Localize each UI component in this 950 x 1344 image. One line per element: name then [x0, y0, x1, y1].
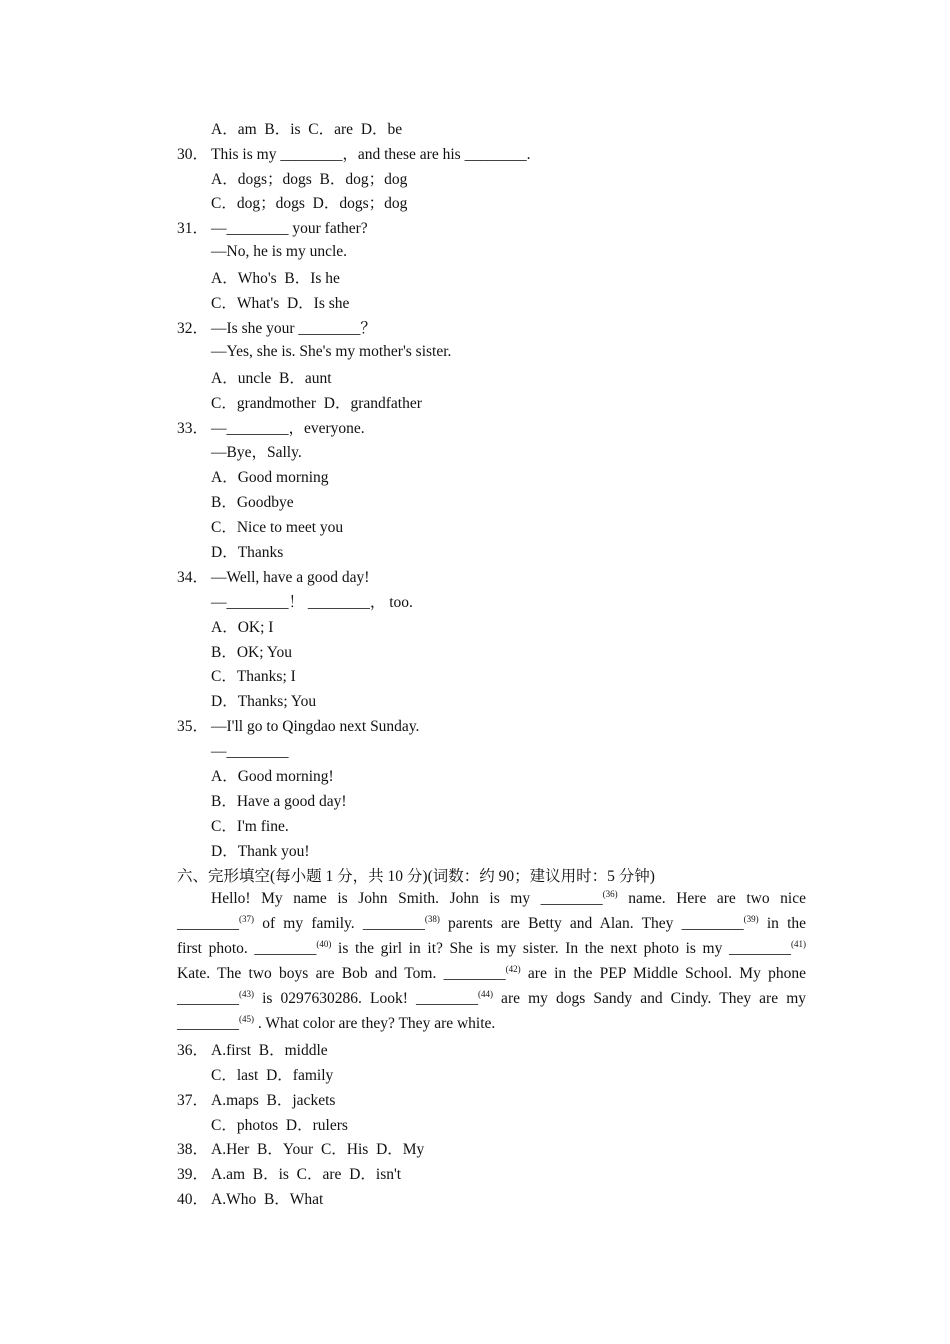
- q37-options-cd: C．photos D．rulers: [211, 1117, 348, 1134]
- passage-line-5: ________$^{(43)}$ is 0297630286. Look! ________$^{(44)}$ are my dogs Sandy and Cindy. They are my: [177, 989, 806, 1007]
- q30-options-ab: A．dogs；dogs B．dog；dog: [211, 171, 408, 188]
- q31-options-cd: C．What's D．Is she: [211, 295, 350, 312]
- q32-number: 32．: [177, 320, 209, 337]
- q33-stem: —________，everyone.: [211, 420, 365, 437]
- q30-number: 30．: [177, 146, 209, 163]
- q35-stem: —I'll go to Qingdao next Sunday.: [211, 718, 420, 735]
- q35-reply: —________: [211, 743, 289, 760]
- q32-options-cd: C．grandmother D．grandfather: [211, 395, 422, 412]
- q31-reply: —No, he is my uncle.: [211, 243, 348, 260]
- q34-reply: —________！ ________， too.: [211, 594, 413, 611]
- q31-number: 31．: [177, 220, 209, 237]
- passage-line-6: ________$^{(45)}$ . What color are they? They are white.: [177, 1014, 496, 1032]
- q40-number: 40．: [177, 1191, 209, 1208]
- q33-option-b: B．Goodbye: [211, 494, 294, 511]
- q30-options-cd: C．dog；dogs D．dogs；dog: [211, 195, 408, 212]
- q33-number: 33．: [177, 420, 209, 437]
- q29-options: A．am B．is C．are D．be: [211, 121, 403, 138]
- q33-option-d: D．Thanks: [211, 544, 284, 561]
- q36-options-ab: A.first B．middle: [211, 1042, 328, 1059]
- q32-stem: —Is she your ________？: [211, 320, 376, 337]
- q33-option-c: C．Nice to meet you: [211, 519, 344, 536]
- q31-options-ab: A．Who's B．Is he: [211, 270, 340, 287]
- q37-options-ab: A.maps B．jackets: [211, 1092, 336, 1109]
- q35-option-a: A．Good morning!: [211, 768, 334, 785]
- passage-line-3: first photo. ________$^{(40)}$ is the girl in it? She is my sister. In the next photo is my ________$^{(41)}$: [177, 939, 806, 957]
- q36-options-cd: C．last D．family: [211, 1067, 334, 1084]
- q34-option-a: A．OK; I: [211, 619, 274, 636]
- q33-option-a: A．Good morning: [211, 469, 329, 486]
- q35-number: 35．: [177, 718, 209, 735]
- q32-reply: —Yes, she is. She's my mother's sister.: [211, 343, 452, 360]
- q32-options-ab: A．uncle B．aunt: [211, 370, 332, 387]
- q34-option-c: C．Thanks; I: [211, 668, 296, 685]
- q39-options: A.am B．is C．are D．isn't: [211, 1166, 402, 1183]
- q38-options: A.Her B．Your C．His D．My: [211, 1141, 425, 1158]
- passage-line-2: ________$^{(37)}$ of my family. ________$^{(38)}$ parents are Betty and Alan. They ________$^{(39)}$ in the: [177, 914, 807, 932]
- q36-number: 36．: [177, 1042, 209, 1059]
- passage-line-1: Hello! My name is John Smith. John is my ________$^{(36)}$ name. Here are two nice: [211, 889, 806, 907]
- q34-option-b: B．OK; You: [211, 644, 292, 661]
- q34-option-d: D．Thanks; You: [211, 693, 317, 710]
- q39-number: 39．: [177, 1166, 209, 1183]
- q35-option-b: B．Have a good day!: [211, 793, 347, 810]
- q35-option-d: D．Thank you!: [211, 843, 310, 860]
- section-heading: 六、完形填空(每小题 1 分，共 10 分)(词数：约 90；建议用时：5 分钟): [177, 868, 655, 885]
- q35-option-c: C．I'm fine.: [211, 818, 289, 835]
- passage-line-4: Kate. The two boys are Bob and Tom. ________$^{(42)}$ are in the PEP Middle School. My phone: [177, 964, 806, 982]
- q34-number: 34．: [177, 569, 209, 586]
- q38-number: 38．: [177, 1141, 209, 1158]
- q30-stem: This is my ________，and these are his ________.: [211, 146, 531, 163]
- q37-number: 37．: [177, 1092, 209, 1109]
- q31-stem: —________ your father?: [211, 220, 368, 237]
- q40-options: A.Who B．What: [211, 1191, 324, 1208]
- q33-reply: —Bye，Sally.: [211, 444, 302, 461]
- q34-stem: —Well, have a good day!: [211, 569, 370, 586]
